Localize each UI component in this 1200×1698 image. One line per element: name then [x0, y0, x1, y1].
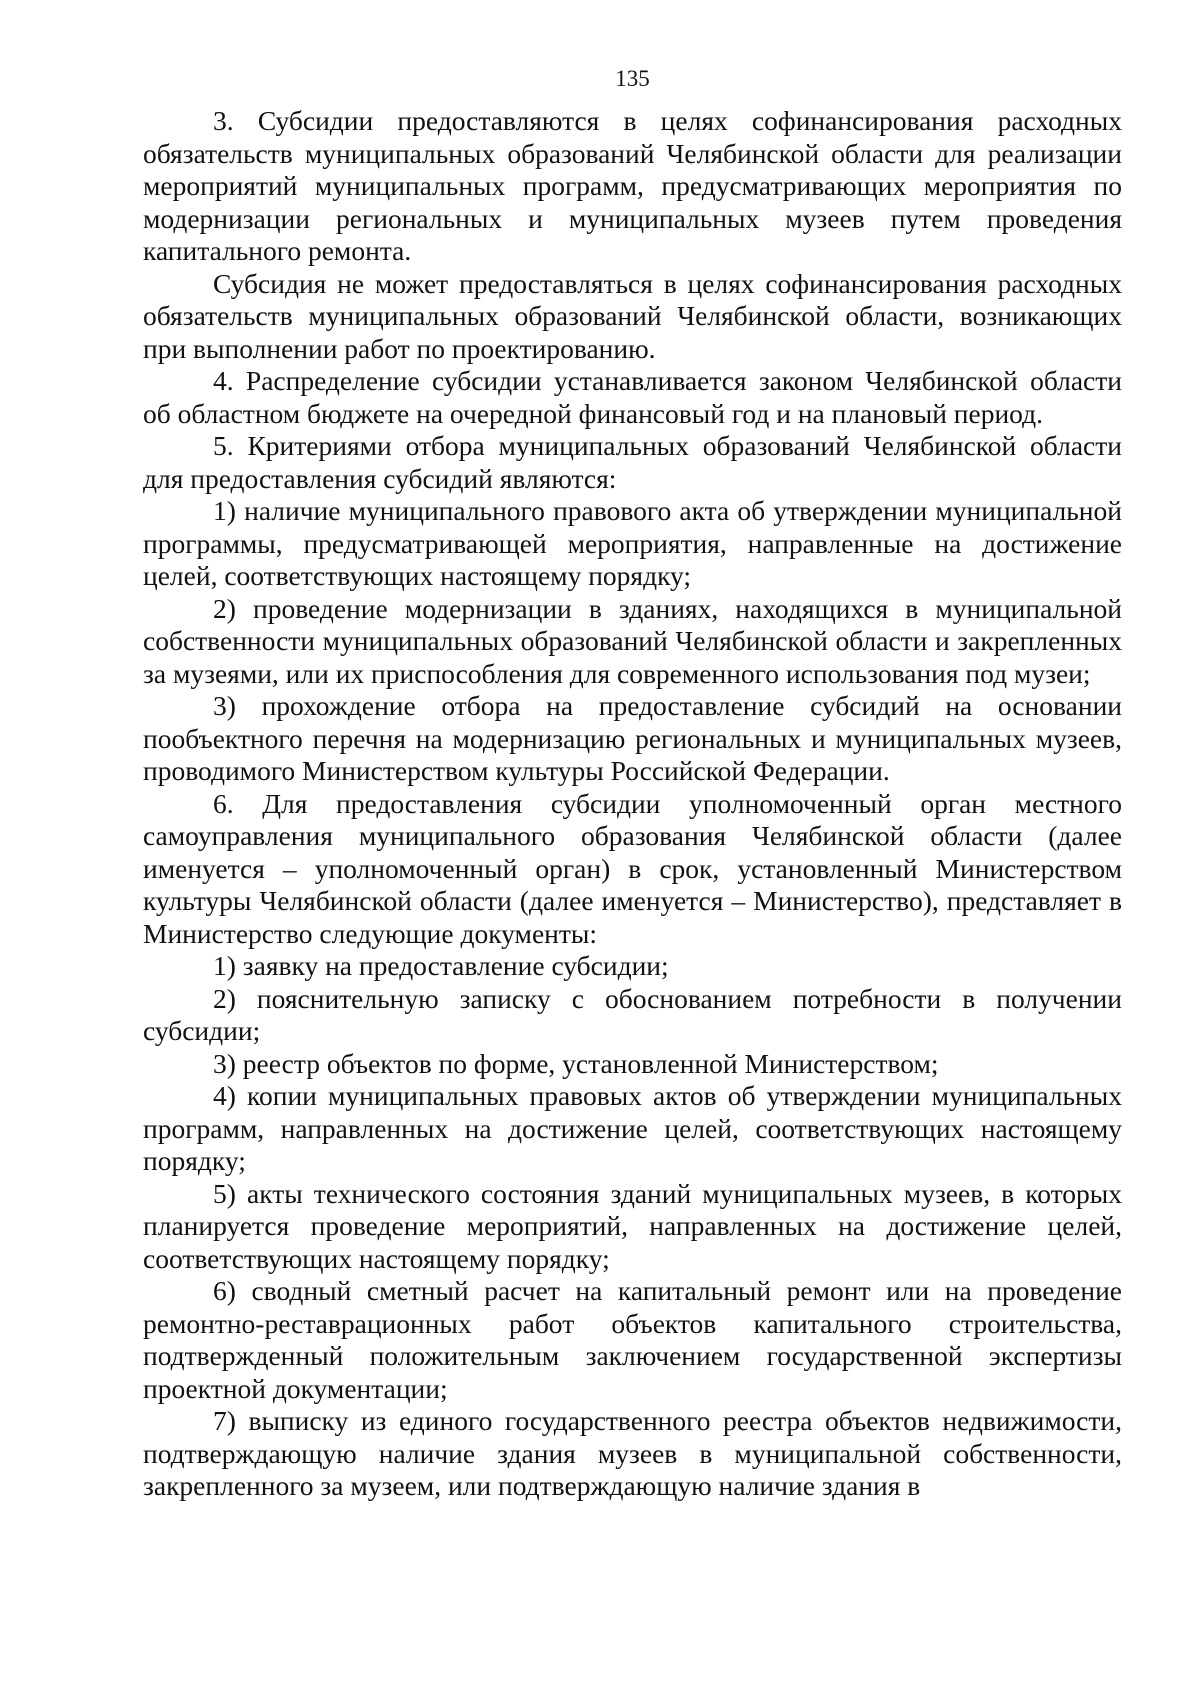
paragraph-3-note: Субсидия не может предоставляться в целях софинансирования расходных обязательств муниципальных образований Челябинской области, возникающих при выполнении работ по проектированию.	[143, 267, 1122, 364]
paragraph-5: 5. Критериями отбора муниципальных образований Челябинской области для предоставления субсидий являются:	[143, 430, 1122, 494]
document-body	[143, 105, 1122, 1503]
document-item-4: 4) копии муниципальных правовых актов об утверждении муниципальных программ, направленных на достижение целей, соответствующих настоящему порядку;	[143, 1080, 1122, 1176]
document-item-2: 2) пояснительную записку с обоснованием потребности в получении субсидии;	[143, 982, 1122, 1046]
paragraph-3: 3. Субсидии предоставляются в целях софинансирования расходных обязательств муниципальных образований Челябинской области для реализации мероприятий муниципальных программ, предусматривающих мероприятия по модернизации региональных и муниципальных музеев путем проведения капитального ремонта.	[143, 105, 1122, 266]
criteria-item-1: 1) наличие муниципального правового акта об утверждении муниципальной программы, предусматривающей мероприятия, направленные на достижение целей, соответствующих настоящему порядку;	[143, 495, 1122, 591]
document-item-6: 6) сводный сметный расчет на капитальный ремонт или на проведение ремонтно-реставрационных работ объектов капитального строительства, подтвержденный положительным заключением государственной экспертизы проектной документации;	[143, 1275, 1122, 1404]
criteria-item-3: 3) прохождение отбора на предоставление субсидий на основании пообъектного перечня на модернизацию региональных и муниципальных музеев, проводимого Министерством культуры Российской Федерации.	[143, 690, 1122, 786]
paragraph-4: 4. Распределение субсидии устанавливается законом Челябинской области об областном бюджете на очередной финансовый год и на плановый период.	[143, 365, 1122, 429]
paragraph-6: 6. Для предоставления субсидии уполномоченный орган местного самоуправления муниципального образования Челябинской области (далее именуется – уполномоченный орган) в срок, установленный Министерством культуры Челябинской области (далее именуется – Министерство), представляет в Министерство следующие документы:	[143, 787, 1122, 949]
criteria-item-2: 2) проведение модернизации в зданиях, находящихся в муниципальной собственности муниципальных образований Челябинской области и закрепленных за музеями, или их приспособления для современного использования под музеи;	[143, 592, 1122, 689]
document-item-3: 3) реестр объектов по форме, установленной Министерством;	[213, 1047, 939, 1079]
document-item-1: 1) заявку на предоставление субсидии;	[213, 950, 669, 981]
document-item-7: 7) выписку из единого государственного реестра объектов недвижимости, подтверждающую наличие здания музеев в муниципальной собственности, закрепленного за музеем, или подтверждающую наличие здания в	[143, 1405, 1122, 1501]
page-number: 135	[615, 66, 650, 91]
document-item-5: 5) акты технического состояния зданий муниципальных музеев, в которых планируется проведение мероприятий, направленных на достижение целей, соответствующих настоящему порядку;	[143, 1177, 1122, 1274]
